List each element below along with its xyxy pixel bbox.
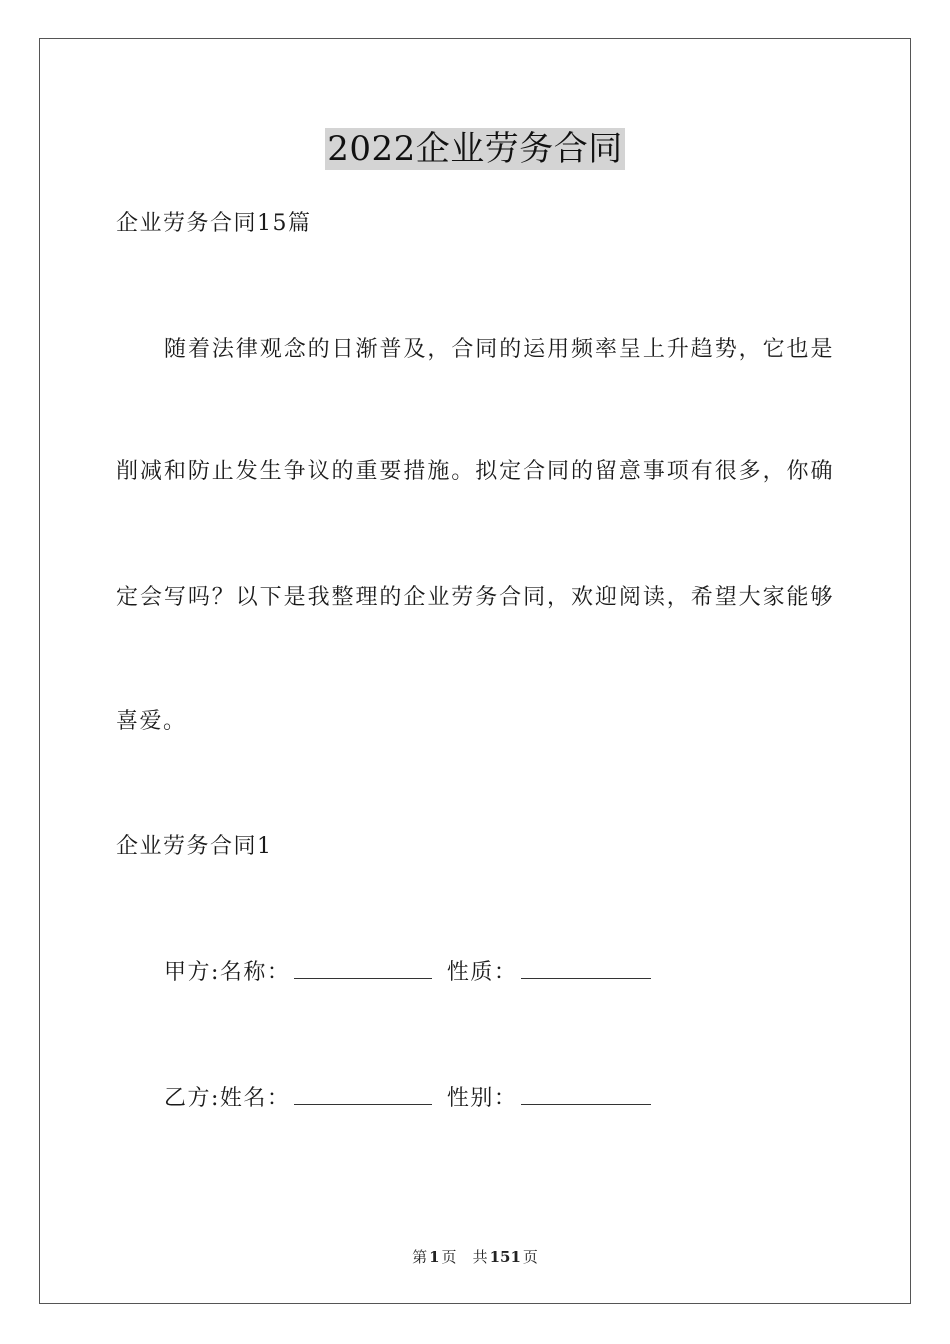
party-b-row bbox=[164, 1082, 657, 1114]
footer-total-suffix: 页 bbox=[522, 1248, 538, 1266]
party-a-name-blank[interactable] bbox=[294, 956, 432, 979]
title-wrapper bbox=[0, 128, 950, 170]
footer-page-suffix: 页 bbox=[441, 1248, 457, 1266]
intro-line-2: 削减和防止发生争议的重要措施。拟定合同的留意事项有很多，你确 bbox=[116, 459, 834, 484]
section-heading: 企业劳务合同1 bbox=[116, 834, 273, 859]
intro-line-4: 喜爱。 bbox=[116, 709, 187, 734]
footer-total-prefix: 共 bbox=[472, 1248, 488, 1266]
footer-page-number: 1 bbox=[429, 1248, 440, 1266]
party-b-name-label: 乙方:姓名： bbox=[164, 1086, 291, 1111]
party-b-name-blank[interactable] bbox=[294, 1082, 432, 1105]
page-footer bbox=[0, 1247, 950, 1267]
party-a-row bbox=[164, 956, 657, 988]
party-b-gender-label: 性别： bbox=[446, 1086, 518, 1111]
intro-line-3: 定会写吗？以下是我整理的企业劳务合同，欢迎阅读，希望大家能够 bbox=[116, 585, 834, 610]
footer-total-pages: 151 bbox=[489, 1248, 521, 1266]
party-b-gender-blank[interactable] bbox=[521, 1082, 651, 1105]
intro-line-1: 随着法律观念的日渐普及，合同的运用频率呈上升趋势，它也是 bbox=[164, 337, 834, 362]
footer-page-prefix: 第 bbox=[412, 1248, 428, 1266]
document-title: 2022企业劳务合同 bbox=[327, 129, 623, 169]
party-a-nature-label: 性质： bbox=[446, 960, 518, 985]
party-a-nature-blank[interactable] bbox=[521, 956, 651, 979]
document-subtitle: 企业劳务合同15篇 bbox=[116, 211, 312, 236]
party-a-name-label: 甲方:名称： bbox=[164, 960, 291, 985]
